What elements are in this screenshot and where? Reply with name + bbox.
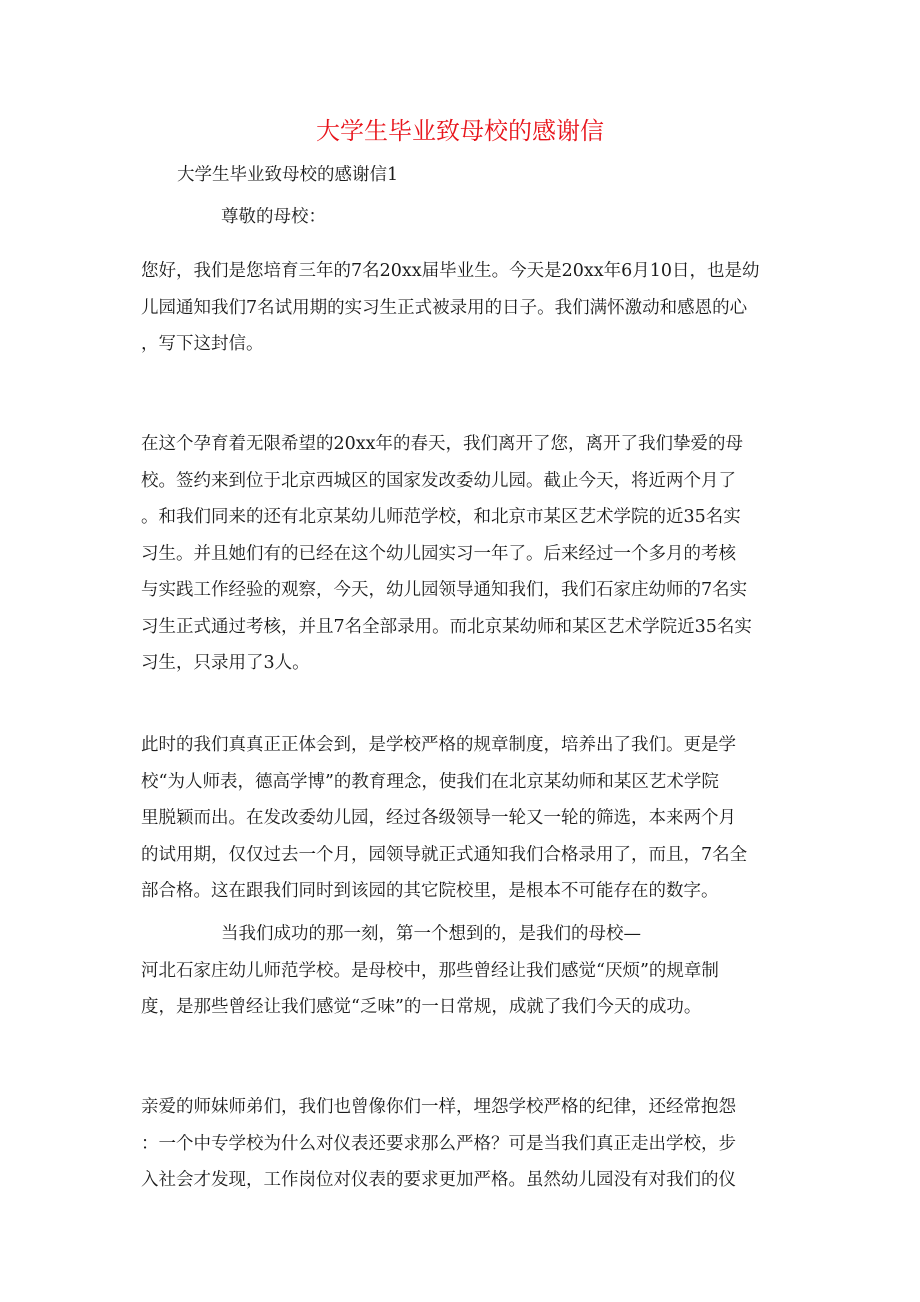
paragraph-3 (141, 727, 781, 910)
paragraph-line: 与实践工作经验的观察，今天，幼儿园领导通知我们，我们石家庄幼师的7名实 (141, 580, 748, 600)
paragraph-line: 您好，我们是您培育三年的7名20xx届毕业生。今天是20xx年6月10日，也是幼 (141, 261, 760, 281)
paragraph-4 (141, 916, 781, 1026)
paragraph-line: 河北石家庄幼儿师范学校。是母校中，那些曾经让我们感觉“厌烦”的规章制 (141, 960, 719, 981)
paragraph-1 (141, 253, 781, 363)
paragraph-line: 入社会才发现，工作岗位对仪表的要求更加严格。虽然幼儿园没有对我们的仪 (141, 1170, 736, 1190)
paragraph-line: 习生。并且她们有的已经在这个幼儿园实习一年了。后来经过一个多月的考核 (141, 543, 736, 564)
paragraph-line: 校“为人师表，德高学博”的教育理念，使我们在北京某幼师和某区艺术学院 (141, 771, 719, 792)
paragraph-line: 里脱颖而出。在发改委幼儿园，经过各级领导一轮又一轮的筛选，本来两个月 (141, 808, 736, 828)
document-title: 大学生毕业致母校的感谢信 (316, 117, 604, 145)
paragraph-line: 此时的我们真真正正体会到，是学校严格的规章制度，培养出了我们。更是学 (141, 735, 736, 755)
paragraph-line: 习生，只录用了3人。 (141, 653, 310, 673)
salutation: 尊敬的母校： (221, 207, 326, 227)
paragraph-line: 当我们成功的那一刻，第一个想到的，是我们的母校— (221, 924, 641, 944)
paragraph-line: 在这个孕育着无限希望的20xx年的春天，我们离开了您，离开了我们挚爱的母 (141, 434, 744, 454)
paragraph-line: 习生正式通过考核，并且7名全部录用。而北京某幼师和某区艺术学院近35名实 (141, 616, 752, 637)
paragraph-line: 度，是那些曾经让我们感觉“乏味”的一日常规，成就了我们今天的成功。 (141, 997, 702, 1017)
paragraph-line: 校。签约来到位于北京西城区的国家发改委幼儿园。截止今天，将近两个月了 (141, 470, 736, 491)
paragraph-line: ：一个中专学校为什么对仪表还要求那么严格？可是当我们真正走出学校，步 (141, 1133, 736, 1154)
paragraph-line: 儿园通知我们7名试用期的实习生正式被录用的日子。我们满怀激动和感恩的心 (141, 297, 748, 318)
paragraph-line: ，写下这封信。 (141, 334, 264, 354)
paragraph-line: 。和我们同来的还有北京某幼儿师范学校，和北京市某区艺术学院的近35名实 (141, 507, 741, 527)
document-subtitle: 大学生毕业致母校的感谢信1 (177, 165, 399, 185)
paragraph-5 (141, 1089, 781, 1199)
paragraph-line: 部合格。这在跟我们同时到该园的其它院校里，是根本不可能存在的数字。 (141, 881, 719, 901)
paragraph-line: 亲爱的师妹师弟们，我们也曾像你们一样，埋怨学校严格的纪律，还经常抱怨 (141, 1097, 736, 1117)
paragraph-2 (141, 426, 781, 682)
paragraph-line: 的试用期，仅仅过去一个月，园领导就正式通知我们合格录用了，而且，7名全 (141, 844, 748, 865)
